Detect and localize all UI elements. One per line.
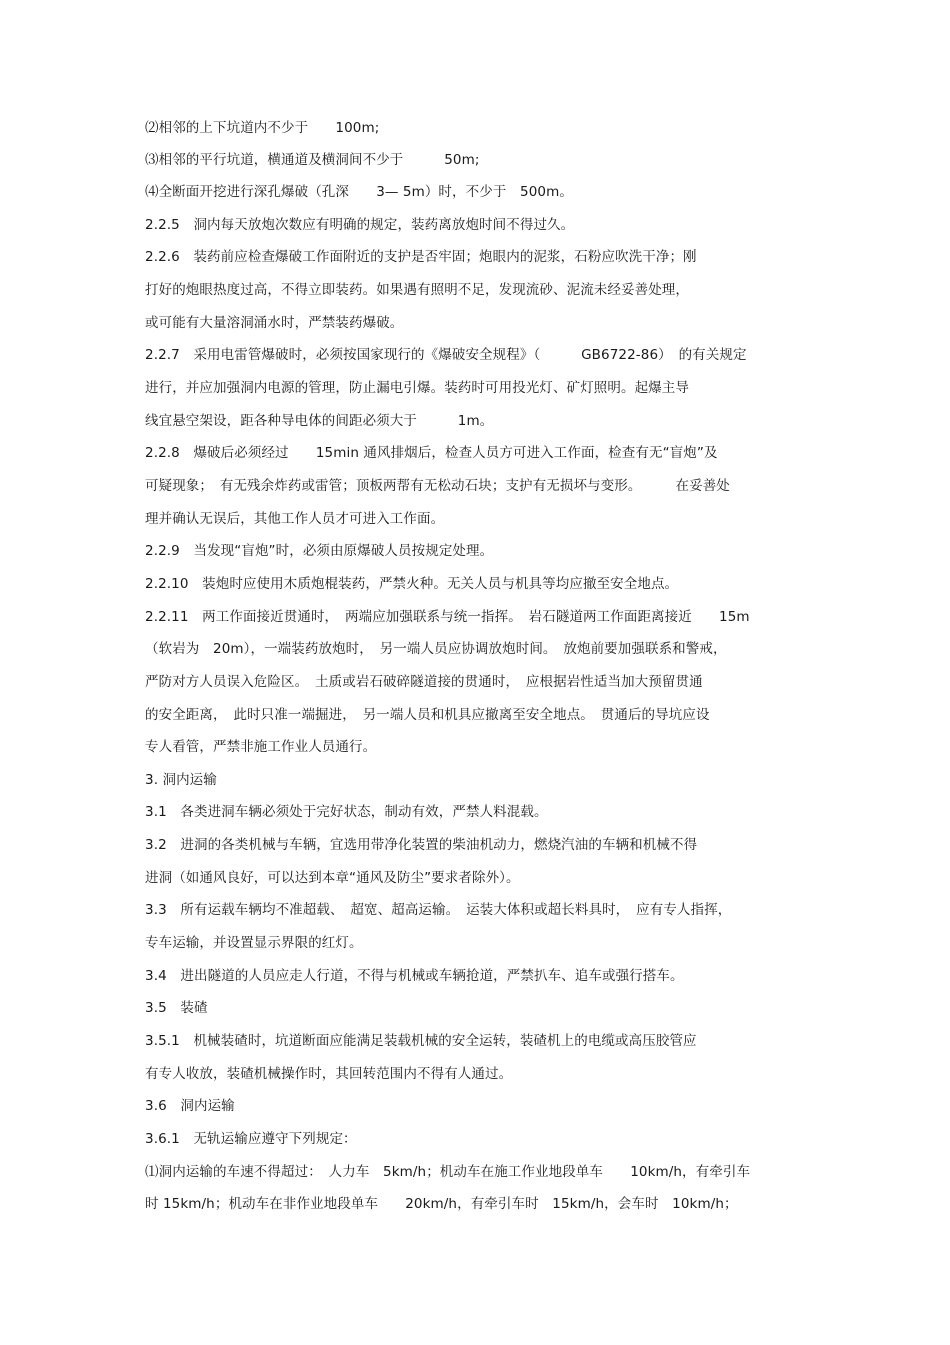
- text-line: 2.2.5 洞内每天放炮次数应有明确的规定，装药离放炮时间不得过久。: [145, 217, 575, 233]
- text-line: 线宜悬空架设，距各种导电体的间距必须大于 1m。: [145, 413, 494, 429]
- text-line: 严防对方人员误入危险区。 土质或岩石破碎隧道接的贯通时， 应根据岩性适当加大预留贯通: [145, 674, 703, 690]
- text-line: ⑵相邻的上下坑道内不少于 100m;: [145, 120, 380, 136]
- text-line: 理并确认无误后，其他工作人员才可进入工作面。: [145, 511, 445, 527]
- text-line: 进行，并应加强洞内电源的管理，防止漏电引爆。装药时可用投光灯、矿灯照明。起爆主导: [145, 380, 689, 396]
- text-line: 3.4 进出隧道的人员应走人行道，不得与机械或车辆抢道，严禁扒车、追车或强行搭车。: [145, 968, 684, 984]
- text-line: 时 15km/h；机动车在非作业地段单车 20km/h，有牵引车时 15km/h，会车时 10km/h；: [145, 1196, 738, 1212]
- text-line: 2.2.9 当发现“盲炮”时，必须由原爆破人员按规定处理。: [145, 543, 494, 559]
- text-line: 3.5.1 机械装碴时，坑道断面应能满足装载机械的安全运转，装碴机上的电缆或高压胶管应: [145, 1033, 697, 1049]
- text-line: 2.2.11 两工作面接近贯通时， 两端应加强联系与统一指挥。 岩石隧道两工作面距离接近 15m: [145, 609, 750, 625]
- text-line: 打好的炮眼热度过高，不得立即装药。如果遇有照明不足，发现流砂、泥流未经妥善处理，: [145, 282, 689, 298]
- section-heading: 3.6 洞内运输: [145, 1098, 235, 1114]
- text-line: ⑶相邻的平行坑道，横通道及横洞间不少于 50m;: [145, 152, 480, 168]
- text-line: 2.2.7 采用电雷管爆破时，必须按国家现行的《爆破安全规程》（ GB6722-86） 的有关规定: [145, 347, 747, 363]
- text-line: 或可能有大量溶洞涌水时，严禁装药爆破。: [145, 315, 404, 331]
- text-line: 2.2.10 装炮时应使用木质炮棍装药，严禁火种。无关人员与机具等均应撤至安全地点。: [145, 576, 679, 592]
- text-line: 的安全距离， 此时只准一端掘进， 另一端人员和机具应撤离至安全地点。 贯通后的导坑应设: [145, 707, 710, 723]
- text-line: 3.3 所有运载车辆均不准超载、 超宽、超高运输。 运装大体积或超长料具时， 应有专人指挥，: [145, 902, 732, 918]
- text-line: 2.2.8 爆破后必须经过 15min 通风排烟后，检查人员方可进入工作面，检查有无“盲炮”及: [145, 445, 718, 461]
- text-line: 3.2 进洞的各类机械与车辆，宜选用带净化装置的柴油机动力，燃烧汽油的车辆和机械不得: [145, 837, 698, 853]
- text-line: 2.2.6 装药前应检查爆破工作面附近的支护是否牢固；炮眼内的泥浆，石粉应吹洗干净；刚: [145, 249, 697, 265]
- section-heading: 3. 洞内运输: [145, 772, 217, 788]
- text-line: 有专人收放，装碴机械操作时，其回转范围内不得有人通过。: [145, 1066, 513, 1082]
- text-line: ⑴洞内运输的车速不得超过： 人力车 5km/h；机动车在施工作业地段单车 10km/h，有牵引车: [145, 1164, 751, 1180]
- section-heading: 3.5 装碴: [145, 1000, 208, 1016]
- text-line: ⑷全断面开挖进行深孔爆破（孔深 3— 5m）时，不少于 500m。: [145, 184, 573, 200]
- text-line: （软岩为 20m），一端装药放炮时， 另一端人员应协调放炮时间。 放炮前要加强联系和警戒，: [145, 641, 727, 657]
- text-line: 进洞（如通风良好，可以达到本章“通风及防尘”要求者除外）。: [145, 870, 520, 886]
- text-line: 专车运输，并设置显示界限的红灯。: [145, 935, 363, 951]
- text-line: 3.1 各类进洞车辆必须处于完好状态，制动有效，严禁人料混载。: [145, 804, 548, 820]
- text-line: 3.6.1 无轨运输应遵守下列规定：: [145, 1131, 357, 1147]
- text-line: 可疑现象； 有无残余炸药或雷管；顶板两帮有无松动石块；支护有无损坏与变形。 在妥善处: [145, 478, 730, 494]
- text-line: 专人看管，严禁非施工作业人员通行。: [145, 739, 377, 755]
